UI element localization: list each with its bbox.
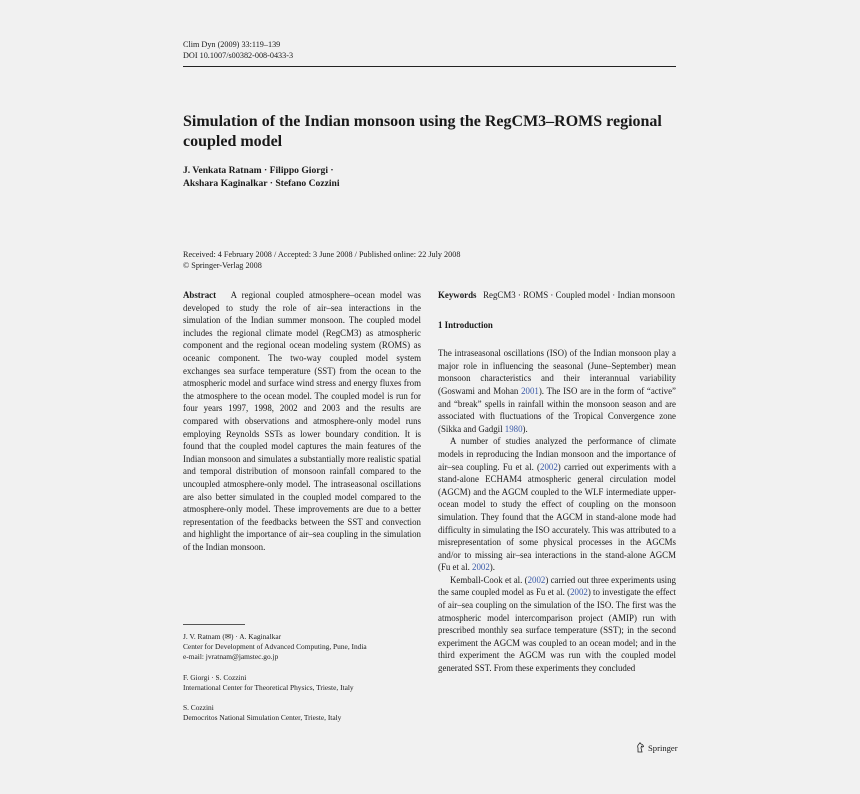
citation-link[interactable]: 2001 xyxy=(521,385,539,396)
citation-link[interactable]: 2002 xyxy=(472,562,490,573)
abstract xyxy=(183,289,421,553)
affiliation-3 xyxy=(183,703,421,723)
publisher-logo xyxy=(636,742,678,753)
affiliation-institution: Democritos National Simulation Center, Trieste, Italy xyxy=(183,713,342,723)
footnote-rule xyxy=(183,624,245,625)
citation-link[interactable]: 2002 xyxy=(527,574,546,585)
paper-title: Simulation of the Indian monsoon using the RegCM3–ROMS regional coupled model xyxy=(183,113,662,150)
citation-link[interactable]: 2002 xyxy=(540,461,558,472)
affiliation-institution: International Center for Theoretical Physics, Trieste, Italy xyxy=(183,682,354,692)
intro-paragraph-3: Kemball-Cook et al. (2002) carried out three experiments using the same coupled model as Fu et al. (2002) to investigate the effect of air–sea coupling on the simulation of the ISO. The first was the atmospheric model intercomparison project (AMIP) run with prescribed monthly sea surface temperature (SST); in the second experiment the AGCM was coupled to an ocean model; and in the third experiment the AGCM was run with the coupled model generated SST. From these experiments they concluded xyxy=(438,574,676,674)
springer-horse-icon xyxy=(636,742,645,753)
affiliations xyxy=(183,632,421,733)
author-list xyxy=(183,164,340,190)
section-heading-introduction: 1 Introduction xyxy=(438,319,493,330)
affiliation-2 xyxy=(183,673,421,693)
affiliation-1 xyxy=(183,632,421,663)
intro-paragraph-2: A number of studies analyzed the performance of climate models in reproducing the Indian monsoon and the importance of air–sea coupling. Fu et al. (2002) carried out experiments with a stand-alone ECHAM4 atmospheric general circulation model (AGCM) and the AGCM coupled to the WLF intermediate upper-ocean model to study the effect of coupling on the monsoon simulation. They found that the AGCM in stand-alone mode had difficulty in simulating the ISO accurately. This was attributed to a misrepresentation of some physical processes in the AGCMs and/or to missing air–sea interactions in the stand-alone AGCM (Fu et al. 2002). xyxy=(438,436,676,573)
keywords-text: RegCM3 · ROMS · Coupled model · Indian monsoon xyxy=(483,290,675,300)
journal-citation: Clim Dyn (2009) 33:119–139 xyxy=(183,40,281,49)
doi: DOI 10.1007/s00382-008-0433-3 xyxy=(183,51,294,60)
article-history xyxy=(183,250,460,272)
intro-paragraph-1: The intraseasonal oscillations (ISO) of the Indian monsoon play a major role in influencing the seasonal (June–September) mean monsoon characteristics and their interannual variability (Goswami and Mohan 2001). The ISO are in the form of “active” and “break” spells in rainfall within the monsoon season and are associated with fluctuations of the Tropical Convergence zone (Sikka and Gadgil 1980). xyxy=(438,348,676,434)
contact-email[interactable]: e-mail: jvratnam@jamstec.go.jp xyxy=(183,652,279,662)
right-column xyxy=(438,289,676,675)
author-line-1: J. Venkata Ratnam · Filippo Giorgi · xyxy=(183,165,334,176)
left-column xyxy=(183,289,421,553)
publisher-name: Springer xyxy=(648,742,678,753)
copyright: © Springer-Verlag 2008 xyxy=(183,260,262,270)
citation-link[interactable]: 1980 xyxy=(504,423,523,434)
author-line-2: Akshara Kaginalkar · Stefano Cozzini xyxy=(183,178,340,189)
citation-link[interactable]: 2002 xyxy=(570,587,588,598)
abstract-heading: Abstract xyxy=(183,290,217,300)
header-rule xyxy=(183,66,676,67)
affiliation-institution: Center for Development of Advanced Computing, Pune, India xyxy=(183,642,367,652)
keywords-heading: Keywords xyxy=(438,290,477,300)
running-header xyxy=(183,39,293,61)
affiliation-names: S. Cozzini xyxy=(183,703,214,713)
affiliation-names: F. Giorgi · S. Cozzini xyxy=(183,672,247,682)
affiliation-names: J. V. Ratnam (✉) · A. Kaginalkar xyxy=(183,632,282,641)
history-dates: Received: 4 February 2008 / Accepted: 3 June 2008 / Published online: 22 July 2008 xyxy=(183,250,461,259)
keywords xyxy=(438,289,676,302)
abstract-text: A regional coupled atmosphere–ocean model was developed to study the role of air–sea interactions in the simulation of the Indian summer monsoon. The coupled model includes the regional climate model (RegCM3) as atmospheric component and the regional ocean modeling system (ROMS) as oceanic component. The two-way coupled model system exchanges sea surface temperature (SST) from the ocean to the atmospheric model and surface wind stress and energy fluxes from the atmosphere to the ocean model. The coupled model is run for four years 1997, 1998, 2002 and 2003 and the results are compared with observations and atmosphere-only model runs employing Reynolds SSTs as lower boundary condition. It is found that the coupled model captures the main features of the Indian monsoon and simulates a substantially more realistic spatial and temporal distribution of monsoon rainfall compared to the uncoupled atmosphere-only model. The intraseasonal oscillations are also better simulated in the coupled model compared to the atmosphere-only model. These improvements are due to a better representation of the feedbacks between the SST and convection and highlight the importance of air–sea coupling in the simulation of the Indian monsoon. xyxy=(183,290,421,552)
